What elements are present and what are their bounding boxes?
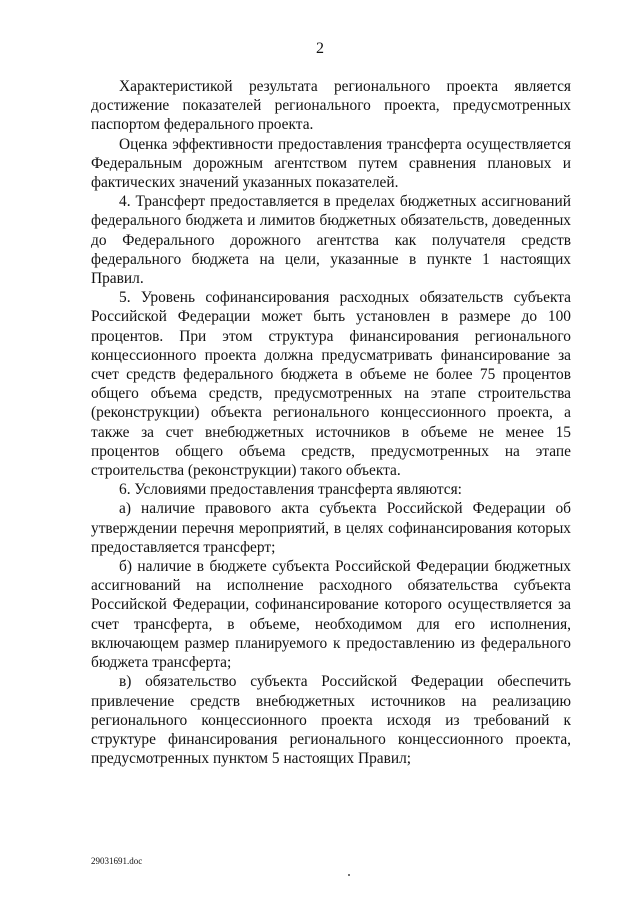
footer-document-code: 29031691.doc [91,856,143,866]
paragraph-result-characteristic: Характеристикой результата регионального проекта является достижение показателей регионального проекта, предусмотренных паспортом федерального проекта. [91,78,571,134]
paragraph-clause-6: 6. Условиями предоставления трансферта являются: [119,481,462,499]
paragraph-efficiency-assessment: Оценка эффективности предоставления трансферта осуществляется Федеральным дорожным агентством путем сравнения плановых и фактических значений указанных показателей. [91,135,571,192]
footer-mark [348,874,350,876]
paragraph-clause-6v: в) обязательство субъекта Российской Федерации обеспечить привлечение средств внебюджетных источников на реализацию регионального концессионного проекта исходя из требований к структуре финансирования регионального концессионного проекта, предусмотренных пунктом 5 настоящих Правил; [91,673,571,768]
paragraph-clause-4: 4. Трансферт предоставляется в пределах бюджетных ассигнований федерального бюджета и лимитов бюджетных обязательств, доведенных до Федерального дорожного агентства как получателя средств федерального бюджета на цели, указанные в пункте 1 настоящих Правил. [91,193,571,288]
paragraph-clause-5: 5. Уровень софинансирования расходных обязательств субъекта Российской Федерации может быть установлен в размере до 100 процентов. При этом структура финансирования регионального концессионного проекта должна предусматривать финансирование за счет средств федерального бюджета в объеме не более 75 процентов общего объема средств, предусмотренных на этапе строительства (реконструкции) объекта регионального концессионного проекта, а также за счет внебюджетных источников в объеме не менее 15 процентов общего объема средств, предусмотренных на этапе строительства (реконструкции) такого объекта. [91,289,571,480]
paragraph-clause-6b: б) наличие в бюджете субъекта Российской Федерации бюджетных ассигнований на исполнение расходного обязательства субъекта Российской Федерации, софинансирование которого осуществляется за счет трансферта, в объеме, необходимом для его исполнения, включающем размер планируемого к предоставлению из федерального бюджета трансферта; [91,558,571,672]
document-body [91,77,571,768]
paragraph-clause-6a: а) наличие правового акта субъекта Российской Федерации об утверждении перечня мероприятий, в целях софинансирования которых предоставляется трансферт; [91,500,571,556]
page-number: 2 [316,40,324,57]
